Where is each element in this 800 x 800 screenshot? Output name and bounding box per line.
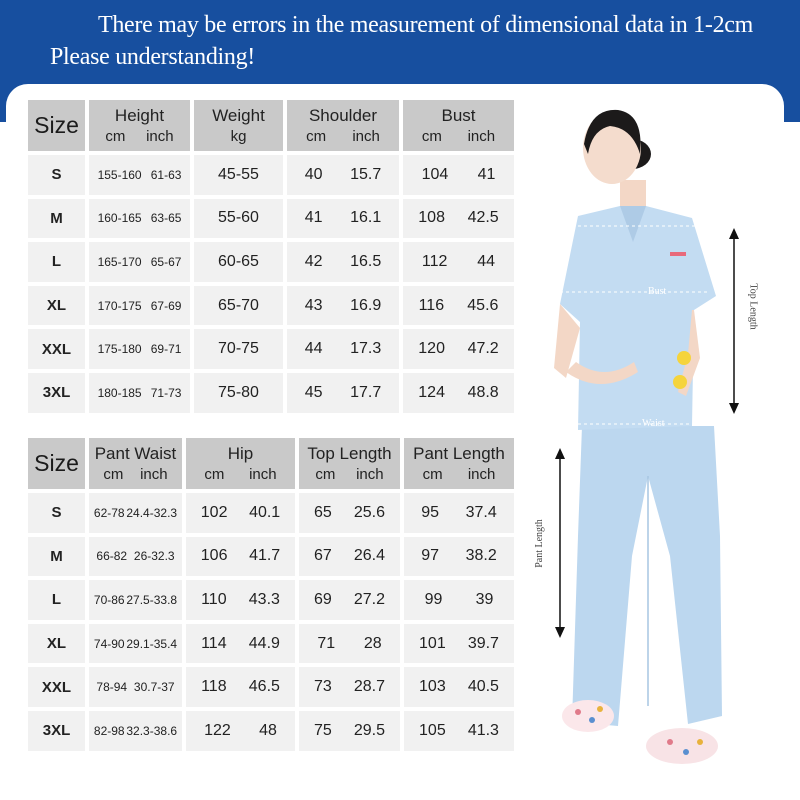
top-length-cell	[299, 493, 400, 533]
top-length-cell-cm: 69	[314, 590, 332, 608]
weight-cell: 55-60	[194, 199, 283, 239]
bust-cell	[403, 286, 514, 326]
shoulder-cell	[287, 286, 399, 326]
shoulder-cell-inch: 16.5	[350, 252, 382, 270]
weight-cell: 60-65	[194, 242, 283, 282]
hip-cell-cm: 114	[201, 634, 227, 652]
table-header-row	[28, 438, 514, 489]
shoulder-cell-inch: 17.7	[350, 383, 382, 401]
bust-cell-cm: 108	[418, 209, 445, 227]
pant-length-cell-inch: 39.7	[467, 634, 499, 652]
table-row	[28, 580, 514, 620]
unit-cm: cm	[422, 465, 443, 483]
size-cell: XXL	[28, 667, 85, 707]
bust-cell-inch: 42.5	[467, 209, 499, 227]
understanding-notice: Please understanding!	[50, 44, 255, 70]
height-cell	[89, 242, 190, 282]
pant-length-annotation: Pant Length	[533, 519, 545, 568]
weight-title: Weight	[212, 105, 265, 125]
top-length-cell-inch: 29.5	[353, 721, 385, 739]
pant-length-cell-inch: 39	[475, 590, 494, 608]
top-length-cell-cm: 75	[314, 721, 332, 739]
shoulder-cell-cm: 44	[304, 340, 323, 358]
height-cell-cm: 175-180	[97, 342, 142, 357]
unit-cm: cm	[315, 465, 336, 483]
pant-length-cell-inch: 40.5	[467, 678, 499, 696]
top-length-cell-cm: 65	[314, 503, 332, 521]
unit-inch: inch	[467, 127, 496, 145]
shoulder-cell-cm: 43	[304, 296, 323, 314]
hip-cell	[186, 537, 295, 577]
size-cell: S	[28, 493, 85, 533]
pant-waist-cell	[89, 493, 182, 533]
size-cell: XL	[28, 286, 85, 326]
pant-waist-cell-cm: 66-82	[96, 549, 128, 564]
table-row	[28, 711, 514, 751]
table-row	[28, 667, 514, 707]
pant-waist-cell-cm: 82-98	[93, 723, 125, 738]
hip-cell-inch: 48	[259, 721, 277, 739]
shoulder-cell	[287, 242, 399, 282]
pant-waist-cell-inch: 24.4-32.3	[126, 505, 178, 520]
bust-cell-inch: 45.6	[467, 296, 499, 314]
size-cell: XXL	[28, 329, 85, 369]
shoulder-cell-cm: 45	[304, 383, 323, 401]
size-cell: 3XL	[28, 711, 85, 751]
table-row	[28, 373, 514, 413]
height-cell-cm: 160-165	[97, 211, 142, 226]
pant-length-cell-cm: 101	[419, 634, 446, 652]
bust-cell-cm: 112	[421, 252, 448, 270]
model-illustration	[520, 96, 784, 796]
unit-kg: kg	[230, 127, 247, 145]
height-cell-cm: 165-170	[97, 254, 142, 269]
height-cell	[89, 199, 190, 239]
pant-length-cell	[404, 624, 514, 664]
unit-inch: inch	[352, 127, 380, 145]
unit-inch: inch	[356, 465, 384, 483]
height-cell-inch: 71-73	[150, 385, 182, 400]
height-cell-inch: 63-65	[150, 211, 182, 226]
hip-cell-cm: 110	[201, 590, 227, 608]
shoulder-cell	[287, 373, 399, 413]
shoulder-cell-cm: 42	[304, 252, 323, 270]
pant-length-cell-inch: 37.4	[465, 503, 497, 521]
pant-length-cell	[404, 493, 514, 533]
bust-annotation: Bust	[648, 286, 667, 297]
table-row	[28, 199, 514, 239]
pant-length-title: Pant Length	[413, 443, 505, 463]
table-row	[28, 624, 514, 664]
height-cell-inch: 67-69	[150, 298, 182, 313]
unit-inch: inch	[249, 465, 277, 483]
unit-cm: cm	[204, 465, 225, 483]
bust-cell	[403, 155, 514, 195]
pant-waist-header	[89, 438, 182, 489]
hip-cell	[186, 624, 295, 664]
top-length-annotation: Top Length	[747, 283, 759, 330]
pant-waist-cell	[89, 667, 182, 707]
pant-waist-cell-cm: 78-94	[96, 680, 128, 695]
pant-waist-cell-inch: 30.7-37	[133, 680, 175, 695]
shoulder-title: Shoulder	[308, 105, 378, 125]
hip-cell	[186, 580, 295, 620]
size-cell: L	[28, 580, 85, 620]
hip-title: Hip	[227, 443, 254, 463]
height-cell-cm: 155-160	[97, 167, 142, 182]
waist-annotation: Waist	[642, 418, 665, 429]
weight-cell: 45-55	[194, 155, 283, 195]
weight-cell: 65-70	[194, 286, 283, 326]
top-length-cell-inch: 27.2	[353, 590, 385, 608]
pant-waist-cell-inch: 27.5-33.8	[126, 592, 178, 607]
shoulder-cell-cm: 41	[304, 209, 323, 227]
height-cell-inch: 69-71	[150, 342, 182, 357]
height-cell	[89, 373, 190, 413]
hip-cell-cm: 122	[204, 721, 231, 739]
pant-length-cell	[404, 580, 514, 620]
pant-length-cell	[404, 537, 514, 577]
top-length-title: Top Length	[307, 443, 392, 463]
pant-length-cell-cm: 99	[424, 590, 443, 608]
height-cell	[89, 155, 190, 195]
pant-waist-cell-inch: 29.1-35.4	[126, 636, 178, 651]
hip-cell-inch: 44.9	[248, 634, 280, 652]
shoulder-cell-cm: 40	[304, 165, 323, 183]
size-header: Size	[28, 100, 85, 151]
unit-cm: cm	[105, 127, 126, 145]
hip-cell-cm: 106	[200, 547, 228, 565]
top-length-header	[299, 438, 400, 489]
top-length-cell-inch: 28.7	[353, 678, 385, 696]
height-cell-cm: 180-185	[97, 385, 142, 400]
shoulder-cell-inch: 17.3	[350, 340, 382, 358]
pant-waist-cell-cm: 70-86	[93, 592, 125, 607]
weight-cell: 70-75	[194, 329, 283, 369]
pant-length-cell-inch: 41.3	[467, 721, 499, 739]
bust-cell-cm: 116	[418, 296, 445, 314]
pant-length-cell-cm: 97	[421, 547, 440, 565]
hip-cell	[186, 711, 295, 751]
pant-waist-cell	[89, 624, 182, 664]
top-length-cell	[299, 537, 400, 577]
bust-header	[403, 100, 514, 151]
size-cell: XL	[28, 624, 85, 664]
shoulder-cell-inch: 16.1	[350, 209, 382, 227]
size-header: Size	[28, 438, 85, 489]
top-length-cell-cm: 73	[314, 678, 332, 696]
size-cell: 3XL	[28, 373, 85, 413]
measurement-notice: There may be errors in the measurement of dimensional data in 1-2cm	[98, 12, 753, 38]
bust-title: Bust	[441, 105, 476, 125]
top-length-cell-inch: 25.6	[353, 503, 385, 521]
top-length-cell	[299, 624, 400, 664]
pant-waist-cell	[89, 580, 182, 620]
bust-cell	[403, 242, 514, 282]
pant-length-cell-cm: 95	[421, 503, 440, 521]
height-cell	[89, 329, 190, 369]
pant-waist-title: Pant Waist	[94, 443, 177, 463]
table-header-row	[28, 100, 514, 151]
height-cell-cm: 170-175	[97, 298, 142, 313]
hip-cell-inch: 43.3	[248, 590, 280, 608]
top-length-cell-inch: 28	[363, 634, 382, 652]
height-cell-inch: 65-67	[150, 254, 182, 269]
pant-waist-cell-inch: 32.3-38.6	[126, 723, 178, 738]
top-length-cell-cm: 67	[314, 547, 332, 565]
pant-length-cell-inch: 38.2	[465, 547, 497, 565]
top-size-table	[24, 96, 518, 417]
bust-cell	[403, 373, 514, 413]
pant-length-cell-cm: 103	[419, 678, 446, 696]
size-cell: M	[28, 537, 85, 577]
model-figure	[520, 96, 784, 796]
table-row	[28, 329, 514, 369]
pant-waist-cell	[89, 537, 182, 577]
unit-inch: inch	[140, 465, 168, 483]
weight-header	[194, 100, 283, 151]
hip-cell	[186, 667, 295, 707]
top-length-cell	[299, 711, 400, 751]
size-cell: M	[28, 199, 85, 239]
table-row	[28, 286, 514, 326]
height-header	[89, 100, 190, 151]
table-row	[28, 155, 514, 195]
height-title: Height	[114, 105, 165, 125]
hip-cell-cm: 102	[200, 503, 228, 521]
top-length-cell	[299, 667, 400, 707]
bust-cell-inch: 48.8	[467, 383, 499, 401]
weight-cell: 75-80	[194, 373, 283, 413]
size-cell: S	[28, 155, 85, 195]
pant-waist-cell	[89, 711, 182, 751]
top-length-cell-cm: 71	[317, 634, 336, 652]
table-row	[28, 493, 514, 533]
shoulder-cell	[287, 155, 399, 195]
hip-header	[186, 438, 295, 489]
height-cell-inch: 61-63	[150, 167, 182, 182]
bust-cell	[403, 329, 514, 369]
hip-cell	[186, 493, 295, 533]
pant-length-header	[404, 438, 514, 489]
shoulder-cell	[287, 329, 399, 369]
unit-inch: inch	[467, 465, 496, 483]
hip-cell-inch: 46.5	[248, 678, 280, 696]
unit-inch: inch	[146, 127, 174, 145]
unit-cm: cm	[103, 465, 124, 483]
unit-cm: cm	[421, 127, 442, 145]
bottom-size-table	[24, 434, 518, 755]
table-row	[28, 537, 514, 577]
shoulder-cell-inch: 16.9	[350, 296, 382, 314]
shoulder-header	[287, 100, 399, 151]
bust-cell-inch: 44	[477, 252, 496, 270]
table-row	[28, 242, 514, 282]
pant-waist-cell-inch: 26-32.3	[133, 549, 175, 564]
pant-waist-cell-cm: 74-90	[93, 636, 125, 651]
bust-cell	[403, 199, 514, 239]
bust-cell-cm: 104	[421, 165, 449, 183]
pant-length-cell-cm: 105	[419, 721, 446, 739]
pant-length-cell	[404, 667, 514, 707]
hip-cell-inch: 40.1	[249, 503, 281, 521]
shoulder-cell-inch: 15.7	[350, 165, 382, 183]
pant-length-cell	[404, 711, 514, 751]
hip-cell-inch: 41.7	[249, 547, 281, 565]
top-length-cell-inch: 26.4	[353, 547, 385, 565]
top-length-cell	[299, 580, 400, 620]
bust-cell-inch: 41	[477, 165, 496, 183]
shoulder-cell	[287, 199, 399, 239]
bust-cell-inch: 47.2	[467, 340, 499, 358]
hip-cell-cm: 118	[201, 678, 227, 696]
bust-cell-cm: 120	[418, 340, 445, 358]
unit-cm: cm	[306, 127, 327, 145]
size-cell: L	[28, 242, 85, 282]
pant-waist-cell-cm: 62-78	[93, 505, 125, 520]
bust-cell-cm: 124	[418, 383, 445, 401]
height-cell	[89, 286, 190, 326]
